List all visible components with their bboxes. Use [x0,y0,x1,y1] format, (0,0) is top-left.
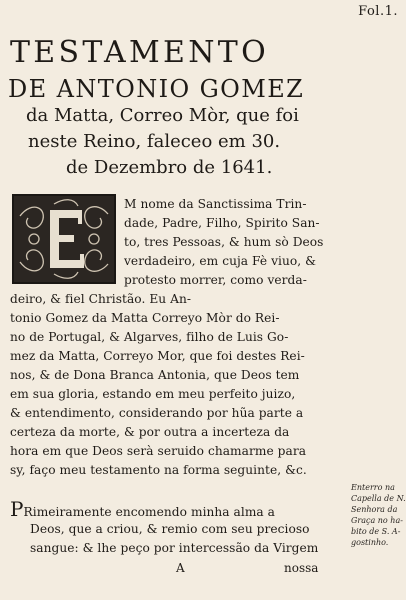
text-line: to, tres Pessoas, & hum sò Deos [124,235,324,249]
paragraph-2-line-1 [10,497,275,521]
text-line: M nome da Sanctissima Trin- [124,197,307,211]
decorated-initial-e [12,194,116,284]
text-line: verdadeiro, em cuja Fè viuo, & [124,254,316,268]
signature-mark: A [176,561,185,575]
margin-note-line: bito de S. A- [351,527,401,536]
title-line-4: neste Reino, faleceo em 30. [28,131,281,152]
text-line: Rimeiramente encomendo minha alma a [23,505,275,519]
text-line: dade, Padre, Filho, Spirito San- [124,216,320,230]
text-line: em sua gloria, estando em meu perfeito juizo, [10,387,296,401]
text-line: Deos, que a criou, & remio com seu precioso [30,522,310,536]
margin-note-line: Graça no ha- [351,516,403,525]
text-line: sy, faço meu testamento na forma seguinte, &c. [10,463,307,477]
ornament-icon [14,196,114,282]
text-line: tonio Gomez da Matta Correyo Mòr do Rei- [10,311,280,325]
title-line-2: DE ANTONIO GOMEZ [8,75,305,103]
text-line: mez da Matta, Correyo Mor, que foi destes Rei- [10,349,305,363]
catchword: nossa [284,561,319,575]
margin-note-line: Capella de N. [351,494,406,503]
margin-note-line: gostinho. [351,538,389,547]
title-line-3: da Matta, Correo Mòr, que foi [26,105,299,126]
text-line: certeza da morte, & por outra a incerteza da [10,425,290,439]
text-line: protesto morrer, como verda- [124,273,307,287]
text-line: & entendimento, considerando por hũa parte a [10,406,304,420]
text-line: deiro, & fiel Christão. Eu An- [10,292,192,306]
title-line-5: de Dezembro de 1641. [66,157,273,178]
title-line-1: TESTAMENTO [10,35,269,70]
text-line: no de Portugal, & Algarves, filho de Luis Go- [10,330,289,344]
paragraph-2-initial: P [10,497,24,521]
text-line: hora em que Deos serà seruido chamarme para [10,444,307,458]
folio-number: Fol.1. [358,4,398,19]
text-line: sangue: & lhe peço por intercessão da Virgem [30,541,319,555]
margin-note-line: Senhora da [351,505,398,514]
margin-note-line: Enterro na [351,483,395,492]
text-line: nos, & de Dona Branca Antonia, que Deos tem [10,368,300,382]
